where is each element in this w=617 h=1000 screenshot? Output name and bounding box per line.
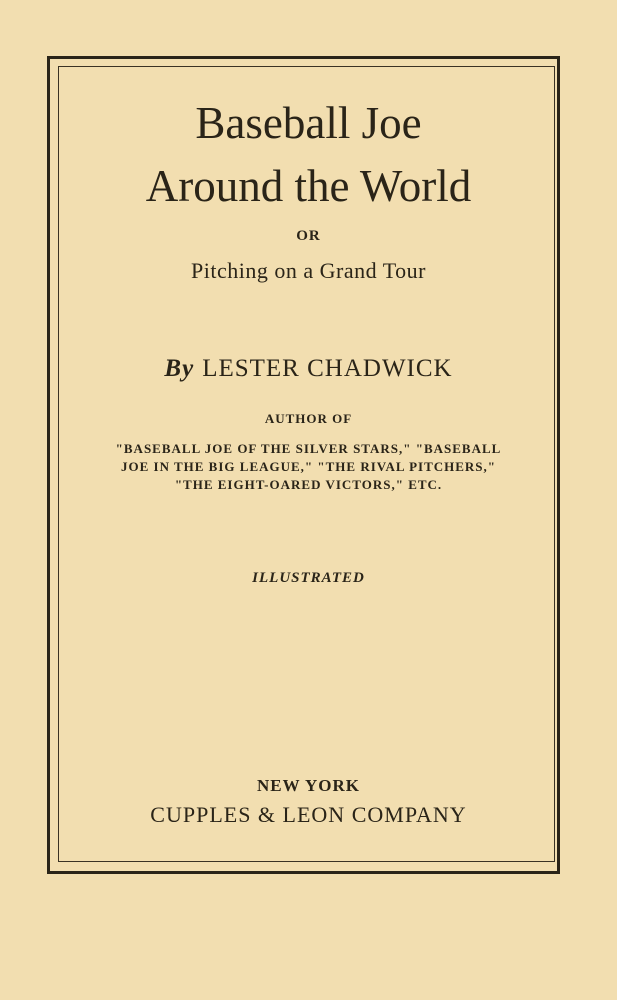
title-line-2: Around the World	[145, 161, 472, 211]
publication-place: NEW YORK	[257, 776, 360, 795]
other-works-line: "THE EIGHT-OARED VICTORS," ETC.	[174, 477, 443, 492]
subtitle: Pitching on a Grand Tour	[191, 258, 426, 283]
byline	[0, 355, 617, 383]
author-name: LESTER CHADWICK	[202, 355, 453, 382]
other-works-line: "BASEBALL JOE OF THE SILVER STARS," "BASEBALL	[115, 441, 502, 456]
other-works-line: JOE IN THE BIG LEAGUE," "THE RIVAL PITCHERS,"	[120, 459, 496, 474]
title-line-1: Baseball Joe	[195, 98, 422, 148]
by-label: By	[164, 355, 195, 382]
other-works-list	[0, 440, 617, 494]
author-of-heading: AUTHOR OF	[264, 411, 353, 426]
publisher-name: CUPPLES & LEON COMPANY	[150, 802, 467, 827]
or-separator: OR	[296, 228, 321, 244]
illustrated-note: ILLUSTRATED	[252, 570, 365, 586]
